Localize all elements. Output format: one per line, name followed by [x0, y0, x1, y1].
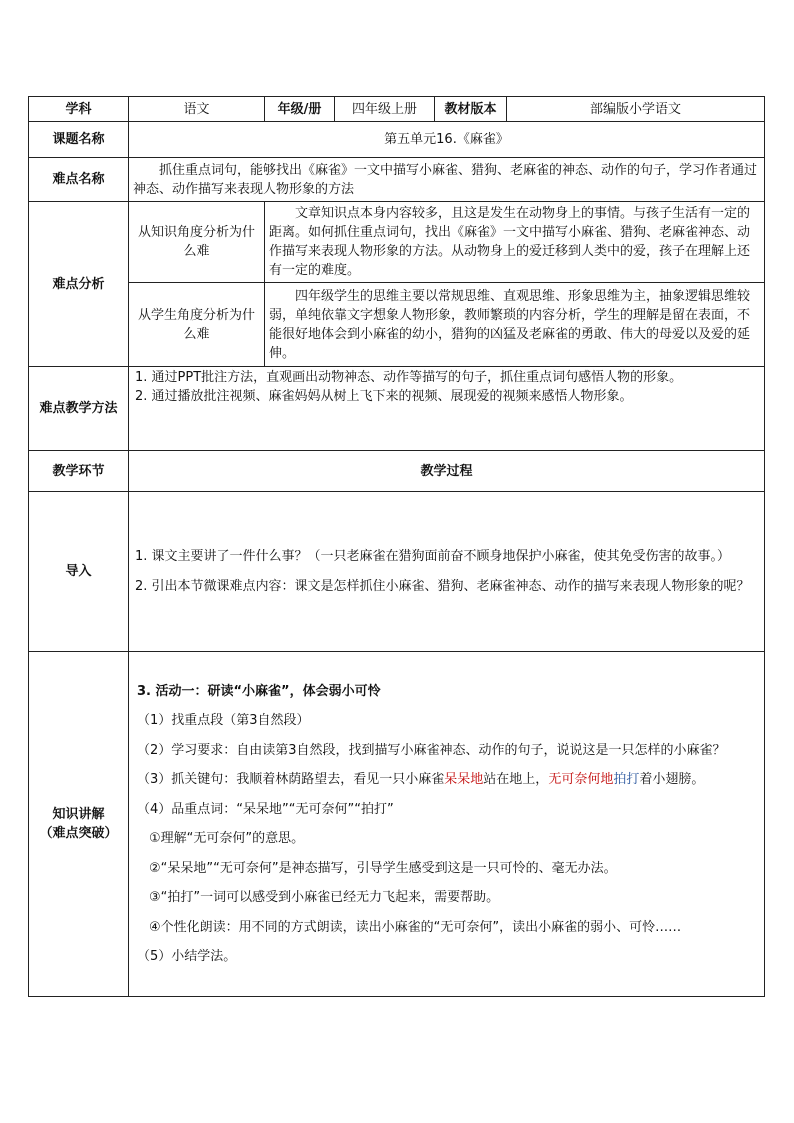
edition-label: 教材版本 [435, 97, 507, 122]
lesson-plan-table [28, 96, 765, 997]
method-row [29, 367, 765, 451]
difficulty-text: 抓住重点词句，能够找出《麻雀》一文中描写小麻雀、猎狗、老麻雀的神态、动作的句子，学习作者通过神态、动作描写来表现人物形象的方法 [129, 158, 765, 202]
intro-lead: 2. 引出本节微课难点内容：课文是怎样抓住小麻雀、猎狗、老麻雀神态、动作的描写来表现人物形象的呢？ [135, 578, 750, 594]
subject-value: 语文 [129, 97, 265, 122]
step-4: （4）品重点词：“呆呆地”“无可奈何”“拍打” [137, 801, 394, 817]
analysis-knowledge-row [29, 202, 765, 283]
header-row [29, 97, 765, 122]
circled-1: ①理解“无可奈何”的意思。 [149, 831, 305, 846]
intro-row [29, 492, 765, 652]
step-5: （5）小结学法。 [137, 949, 237, 964]
intro-label: 导入 [29, 492, 129, 652]
edition-value: 部编版小学语文 [507, 97, 765, 122]
process-header-row [29, 451, 765, 492]
highlight-daidai: 呆呆地 [444, 772, 484, 787]
step-2: （2）学习要求：自由读第3自然段，找到描写小麻雀神态、动作的句子，说说这是一只怎样的小麻雀？ [137, 742, 726, 758]
method-item: 1. 通过PPT批注方法，直观画出动物神态、动作等描写的句子，抓住重点词句感悟人物的形象。 [135, 370, 683, 385]
step-3-text: 着小翅膀。 [639, 772, 705, 787]
activity-title: 3. 活动一：研读“小麻雀”，体会弱小可怜 [137, 683, 381, 699]
analysis-student-text: 四年级学生的思维主要以常规思维、直观思维、形象思维为主，抽象逻辑思维较弱，单纯依靠文字想象人物形象，教师繁琐的内容分析，学生的理解是留在表面，不能很好地体会到小麻雀的幼小，猎狗的凶猛及老麻雀的勇敢、伟大的母爱以及爱的延伸。 [265, 283, 765, 367]
analysis-student-label: 从学生角度分析为什么难 [129, 283, 265, 367]
step-3-text: （3）抓关键句：我顺着林荫路望去，看见一只小麻雀 [137, 772, 445, 787]
difficulty-label: 难点名称 [29, 158, 129, 202]
circled-3: ③“拍打”一词可以感受到小麻雀已经无力飞起来，需要帮助。 [149, 890, 500, 905]
method-label: 难点教学方法 [29, 367, 129, 451]
grade-label: 年级/册 [265, 97, 335, 122]
method-item: 2. 通过播放批注视频、麻雀妈妈从树上飞下来的视频、展现爱的视频来感悟人物形象。 [135, 389, 633, 404]
knowledge-content [129, 652, 765, 997]
lesson-title-row [29, 122, 765, 158]
intro-content [129, 492, 765, 652]
stage-label: 教学环节 [29, 451, 129, 492]
grade-value: 四年级上册 [335, 97, 435, 122]
method-list [129, 367, 765, 451]
circled-4: ④个性化朗读：用不同的方式朗读，读出小麻雀的“无可奈何”，读出小麻雀的弱小、可怜…… [149, 919, 682, 935]
process-label: 教学过程 [129, 451, 765, 492]
subject-label: 学科 [29, 97, 129, 122]
step-1: （1）找重点段（第3自然段） [137, 713, 310, 728]
intro-question: 1. 课文主要讲了一件什么事？（一只老麻雀在猎狗面前奋不顾身地保护小麻雀，使其免受伤害的故事。） [135, 548, 731, 564]
analysis-knowledge-text: 文章知识点本身内容较多，且这是发生在动物身上的事情。与孩子生活有一定的距离。如何抓住重点词句，找出《麻雀》一文中描写小麻雀、猎狗、老麻雀神态、动作描写来表现人物形象的方法。从动物身上的爱迁移到人类中的爱，孩子在理解上还有一定的难度。 [265, 202, 765, 283]
highlight-paida: 拍打 [613, 772, 640, 787]
highlight-wukenaihe: 无可奈何地 [548, 772, 614, 787]
analysis-student-row [29, 283, 765, 367]
difficulty-row [29, 158, 765, 202]
step-3 [137, 765, 760, 795]
knowledge-label-sub: （难点突破） [39, 826, 118, 841]
analysis-knowledge-label: 从知识角度分析为什么难 [129, 202, 265, 283]
knowledge-label-main: 知识讲解 [52, 807, 105, 822]
knowledge-row [29, 652, 765, 997]
knowledge-label [29, 652, 129, 997]
analysis-label: 难点分析 [29, 202, 129, 367]
circled-2: ②“呆呆地”“无可奈何”是神态描写，引导学生感受到这是一只可怜的、毫无办法。 [149, 860, 617, 876]
lesson-title-value: 第五单元16.《麻雀》 [129, 122, 765, 158]
step-3-text: 站在地上， [483, 772, 549, 787]
lesson-title-label: 课题名称 [29, 122, 129, 158]
